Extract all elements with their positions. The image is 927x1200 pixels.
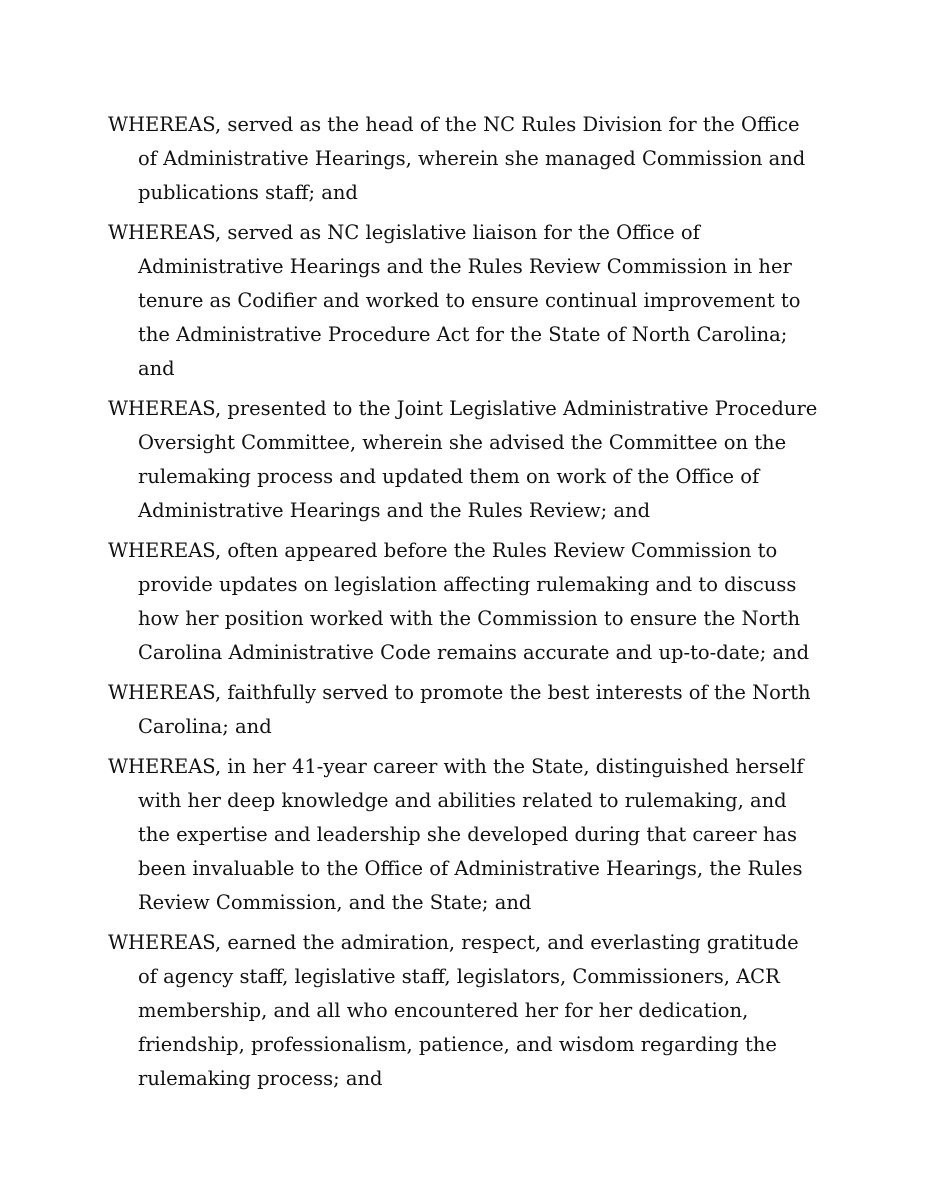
whereas-clause-4: WHEREAS, often appeared before the Rules Review Commission to provide updates on legislation affecting rulemaking and to discuss how her position worked with the Commission to ensure the North Carolina Administrative Code remains accurate and up-to-date; and <box>108 539 810 664</box>
whereas-clause-1: WHEREAS, served as the head of the NC Rules Division for the Office of Administrative Hearings, wherein she managed Commission and publications staff; and <box>108 113 806 204</box>
whereas-clause-6: WHEREAS, in her 41-year career with the State, distinguished herself with her deep knowledge and abilities related to rulemaking, and the expertise and leadership she developed during that career has been invaluable to the Office of Administrative Hearings, the Rules Review Commission, and the State; and <box>108 755 804 914</box>
whereas-clause-2: WHEREAS, served as NC legislative liaison for the Office of Administrative Hearings and the Rules Review Commission in her tenure as Codifier and worked to ensure continual improvement to the Administrative Procedure Act for the State of North Carolina; and <box>108 221 801 380</box>
whereas-clause-5: WHEREAS, faithfully served to promote the best interests of the North Carolina; and <box>108 681 811 738</box>
resolution-body <box>108 108 818 1102</box>
whereas-clause-7: WHEREAS, earned the admiration, respect, and everlasting gratitude of agency staff, legislative staff, legislators, Commissioners, ACR membership, and all who encountered her for her dedication, friendship, professionalism, patience, and wisdom regarding the rulemaking process; and <box>108 931 799 1090</box>
whereas-clause-3: WHEREAS, presented to the Joint Legislative Administrative Procedure Oversight Committee, wherein she advised the Committee on the rulemaking process and updated them on work of the Office of Administrative Hearings and the Rules Review; and <box>108 397 818 522</box>
